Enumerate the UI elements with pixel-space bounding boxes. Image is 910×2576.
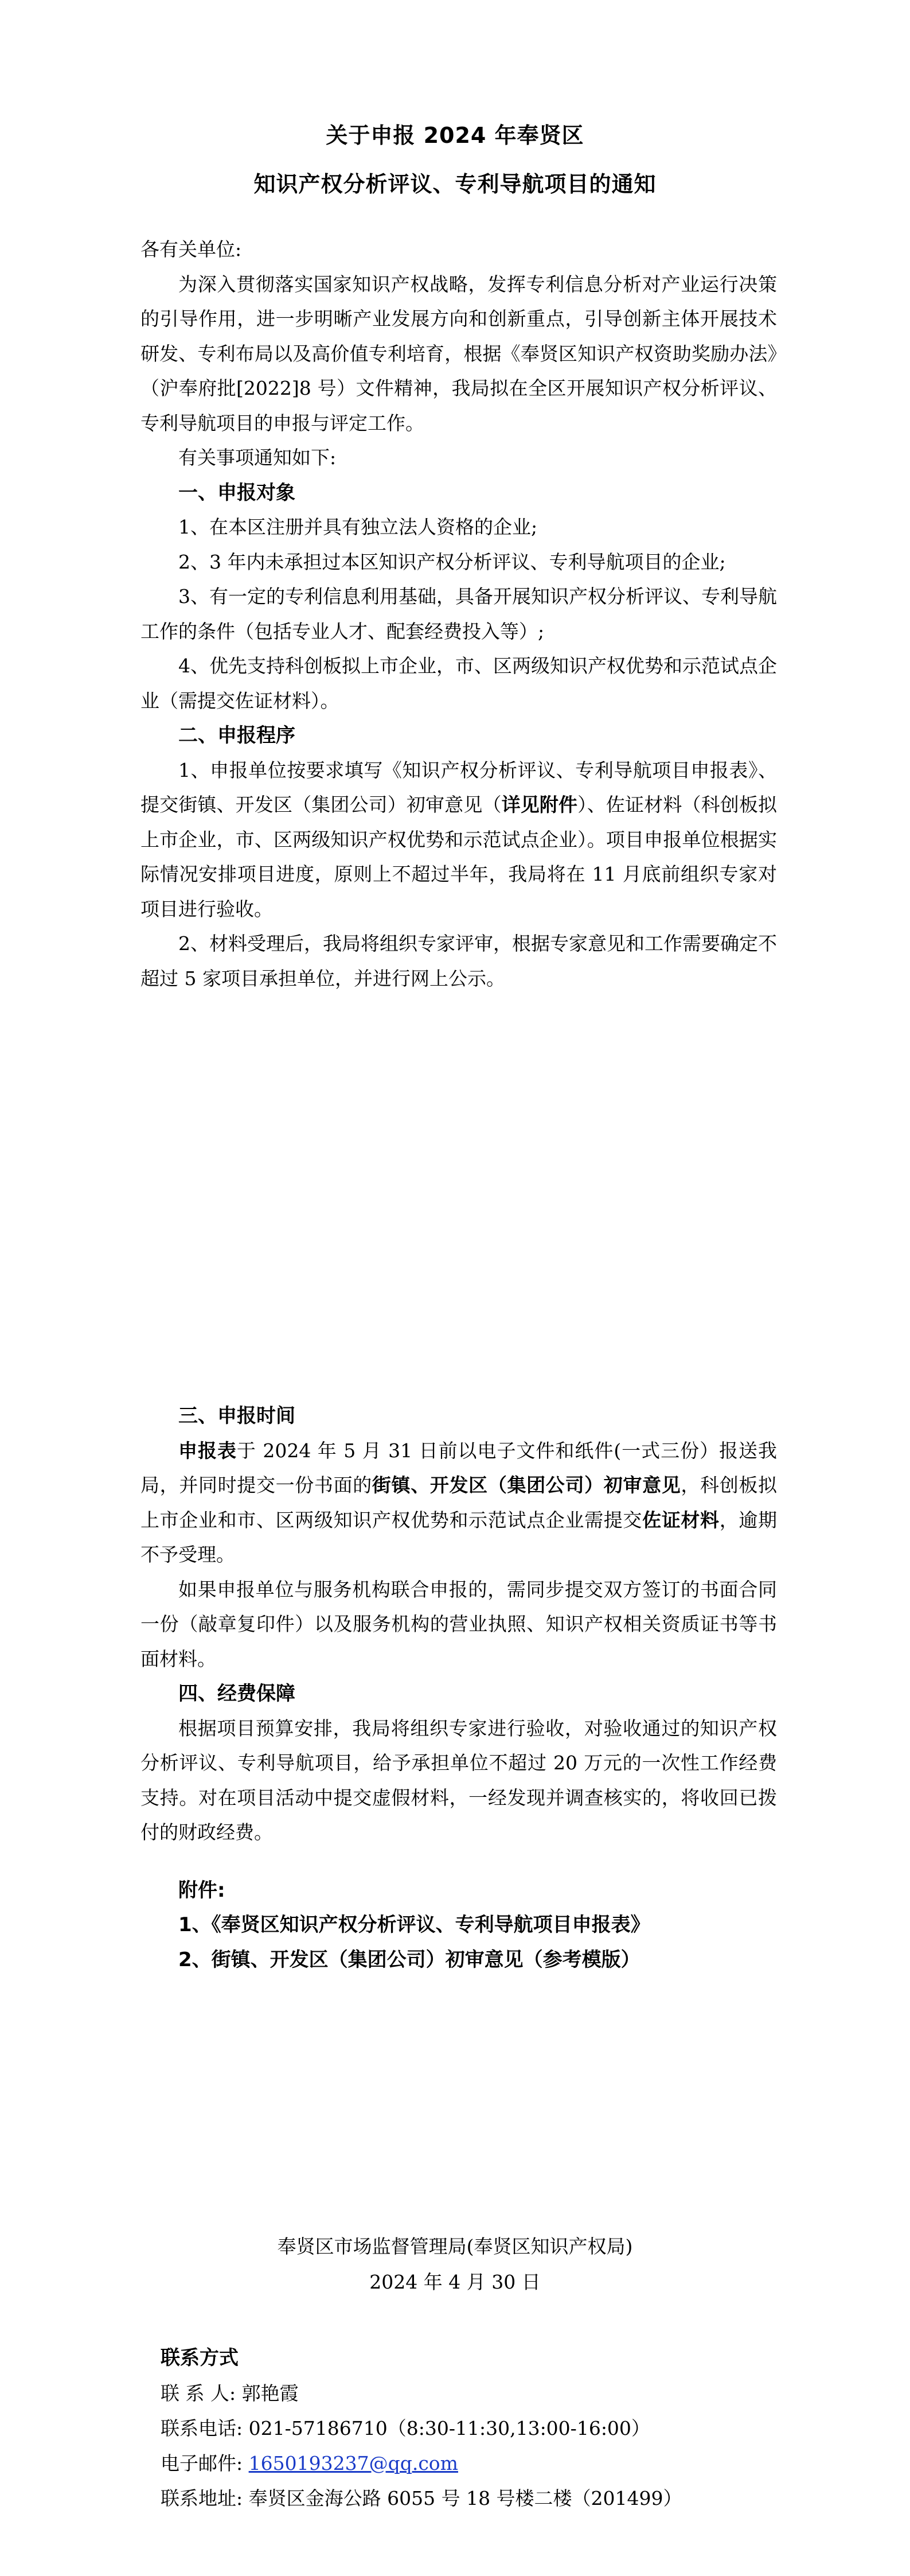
contact-address-label: 联系地址: [161, 2487, 243, 2509]
salutation: 各有关单位: [140, 238, 242, 260]
section2-heading: 二、申报程序 [178, 724, 295, 747]
section4-heading: 四、经费保障 [178, 1682, 295, 1705]
contact-address-row [161, 2481, 797, 2516]
contact-phone: 021-57186710（8:30-11:30,13:00-16:00） [248, 2417, 650, 2439]
contact-phone-label: 联系电话: [161, 2417, 243, 2439]
section3-paragraph-2: 如果申报单位与服务机构联合申报的，需同步提交双方签订的书面合同一份（敲章复印件）以及服务机构的营业执照、知识产权相关资质证书等书面材料。 [140, 1578, 777, 1670]
contact-email-label: 电子邮件: [161, 2452, 243, 2474]
section1-item: 1、在本区注册并具有独立法人资格的企业; [178, 516, 538, 538]
section2-item-2: 2、材料受理后，我局将组织专家评审，根据专家意见和工作需要确定不超过 5 家项目承担单位，并进行网上公示。 [140, 932, 777, 990]
contact-block [161, 2341, 797, 2516]
section1-item: 4、优先支持科创板拟上市企业，市、区两级知识产权优势和示范试点企业（需提交佐证材料）。 [140, 655, 777, 712]
signature-org: 奉贤区市场监督管理局(奉贤区知识产权局) [277, 2235, 633, 2258]
spacer [140, 1850, 777, 1873]
section1-heading: 一、申报对象 [178, 481, 295, 504]
contact-phone-row [161, 2411, 797, 2446]
body-top [140, 232, 777, 996]
contact-email-link[interactable]: 1650193237@qq.com [248, 2452, 458, 2474]
attachment-item: 2、街镇、开发区（集团公司）初审意见（参考模版） [178, 1948, 640, 1971]
attachment-item: 1、《奉贤区知识产权分析评议、专利导航项目申报表》 [178, 1913, 650, 1936]
contact-person-row [161, 2376, 797, 2411]
text-run: 1、申报单位按要求填写《知识产权分析评议、专利导航项目申报表》、提交街镇、开发区（集团公司）初审意见（ [140, 758, 777, 816]
text-run: 于 2024 年 5 月 31 日前以电子文件和纸件(一式三份）报送我局，并同时提交一份书面的 [140, 1439, 777, 1496]
text-run: ）、佐证材料（科创板拟上市企业，市、区两级知识产权优势和示范试点企业）。项目申报单位根据实际情况安排项目进度，原则上不超过半年，我局将在 11 月底前组织专家对项目进行验收。 [140, 793, 778, 920]
text-run: ，逾期不予受理。 [140, 1508, 777, 1566]
title-line-2: 知识产权分析评议、专利导航项目的通知 [253, 172, 657, 197]
section2-item-1 [140, 753, 777, 927]
intro-paragraph: 为深入贯彻落实国家知识产权战略，发挥专利信息分析对产业运行决策的引导作用，进一步明晰产业发展方向和创新重点，引导创新主体开展技术研发、专利布局以及高价值专利培育，根据《奉贤区知识产权资助奖励办法》（沪奉府批[2022]8 号）文件精神，我局拟在全区开展知识产权分析评议、专利导航项目的申报与评定工作。 [140, 273, 777, 434]
intro-notice: 有关事项通知如下: [178, 446, 337, 469]
contact-heading: 联系方式 [161, 2347, 239, 2369]
attachment-reference: 详见附件 [501, 793, 578, 816]
section4-paragraph: 根据项目预算安排，我局将组织专家进行验收，对验收通过的知识产权分析评议、专利导航项目，给予承担单位不超过 20 万元的一次性工作经费支持。对在项目活动中提交虚假材料，一经发现并调查核实的，将收回已拨付的财政经费。 [140, 1717, 777, 1843]
bold-run: 街镇、开发区（集团公司）初审意见 [372, 1474, 681, 1496]
section3-paragraph-1 [140, 1434, 777, 1573]
bold-run: 佐证材料 [642, 1508, 720, 1531]
contact-email-row [161, 2446, 797, 2481]
section1-item: 2、3 年内未承担过本区知识产权分析评议、专利导航项目的企业; [178, 550, 726, 573]
body-bottom [140, 1399, 777, 1977]
contact-person-label: 联 系 人: [161, 2382, 236, 2404]
signature-date: 2024 年 4 月 30 日 [369, 2271, 541, 2293]
section1-item: 3、有一定的专利信息利用基础，具备开展知识产权分析评议、专利导航工作的条件（包括专业人才、配套经费投入等）; [140, 585, 777, 643]
contact-address: 奉贤区金海公路 6055 号 18 号楼二楼（201499） [248, 2487, 682, 2509]
attachments-heading: 附件: [178, 1878, 225, 1902]
title-line-1: 关于申报 2024 年奉贤区 [326, 123, 584, 148]
bold-run: 申报表 [178, 1439, 237, 1462]
text-run: ，科创板拟上市企业和市、区两级知识产权优势和示范试点企业需提交 [140, 1474, 777, 1531]
contact-person: 郭艳霞 [241, 2382, 299, 2404]
section3-heading: 三、申报时间 [178, 1404, 295, 1427]
